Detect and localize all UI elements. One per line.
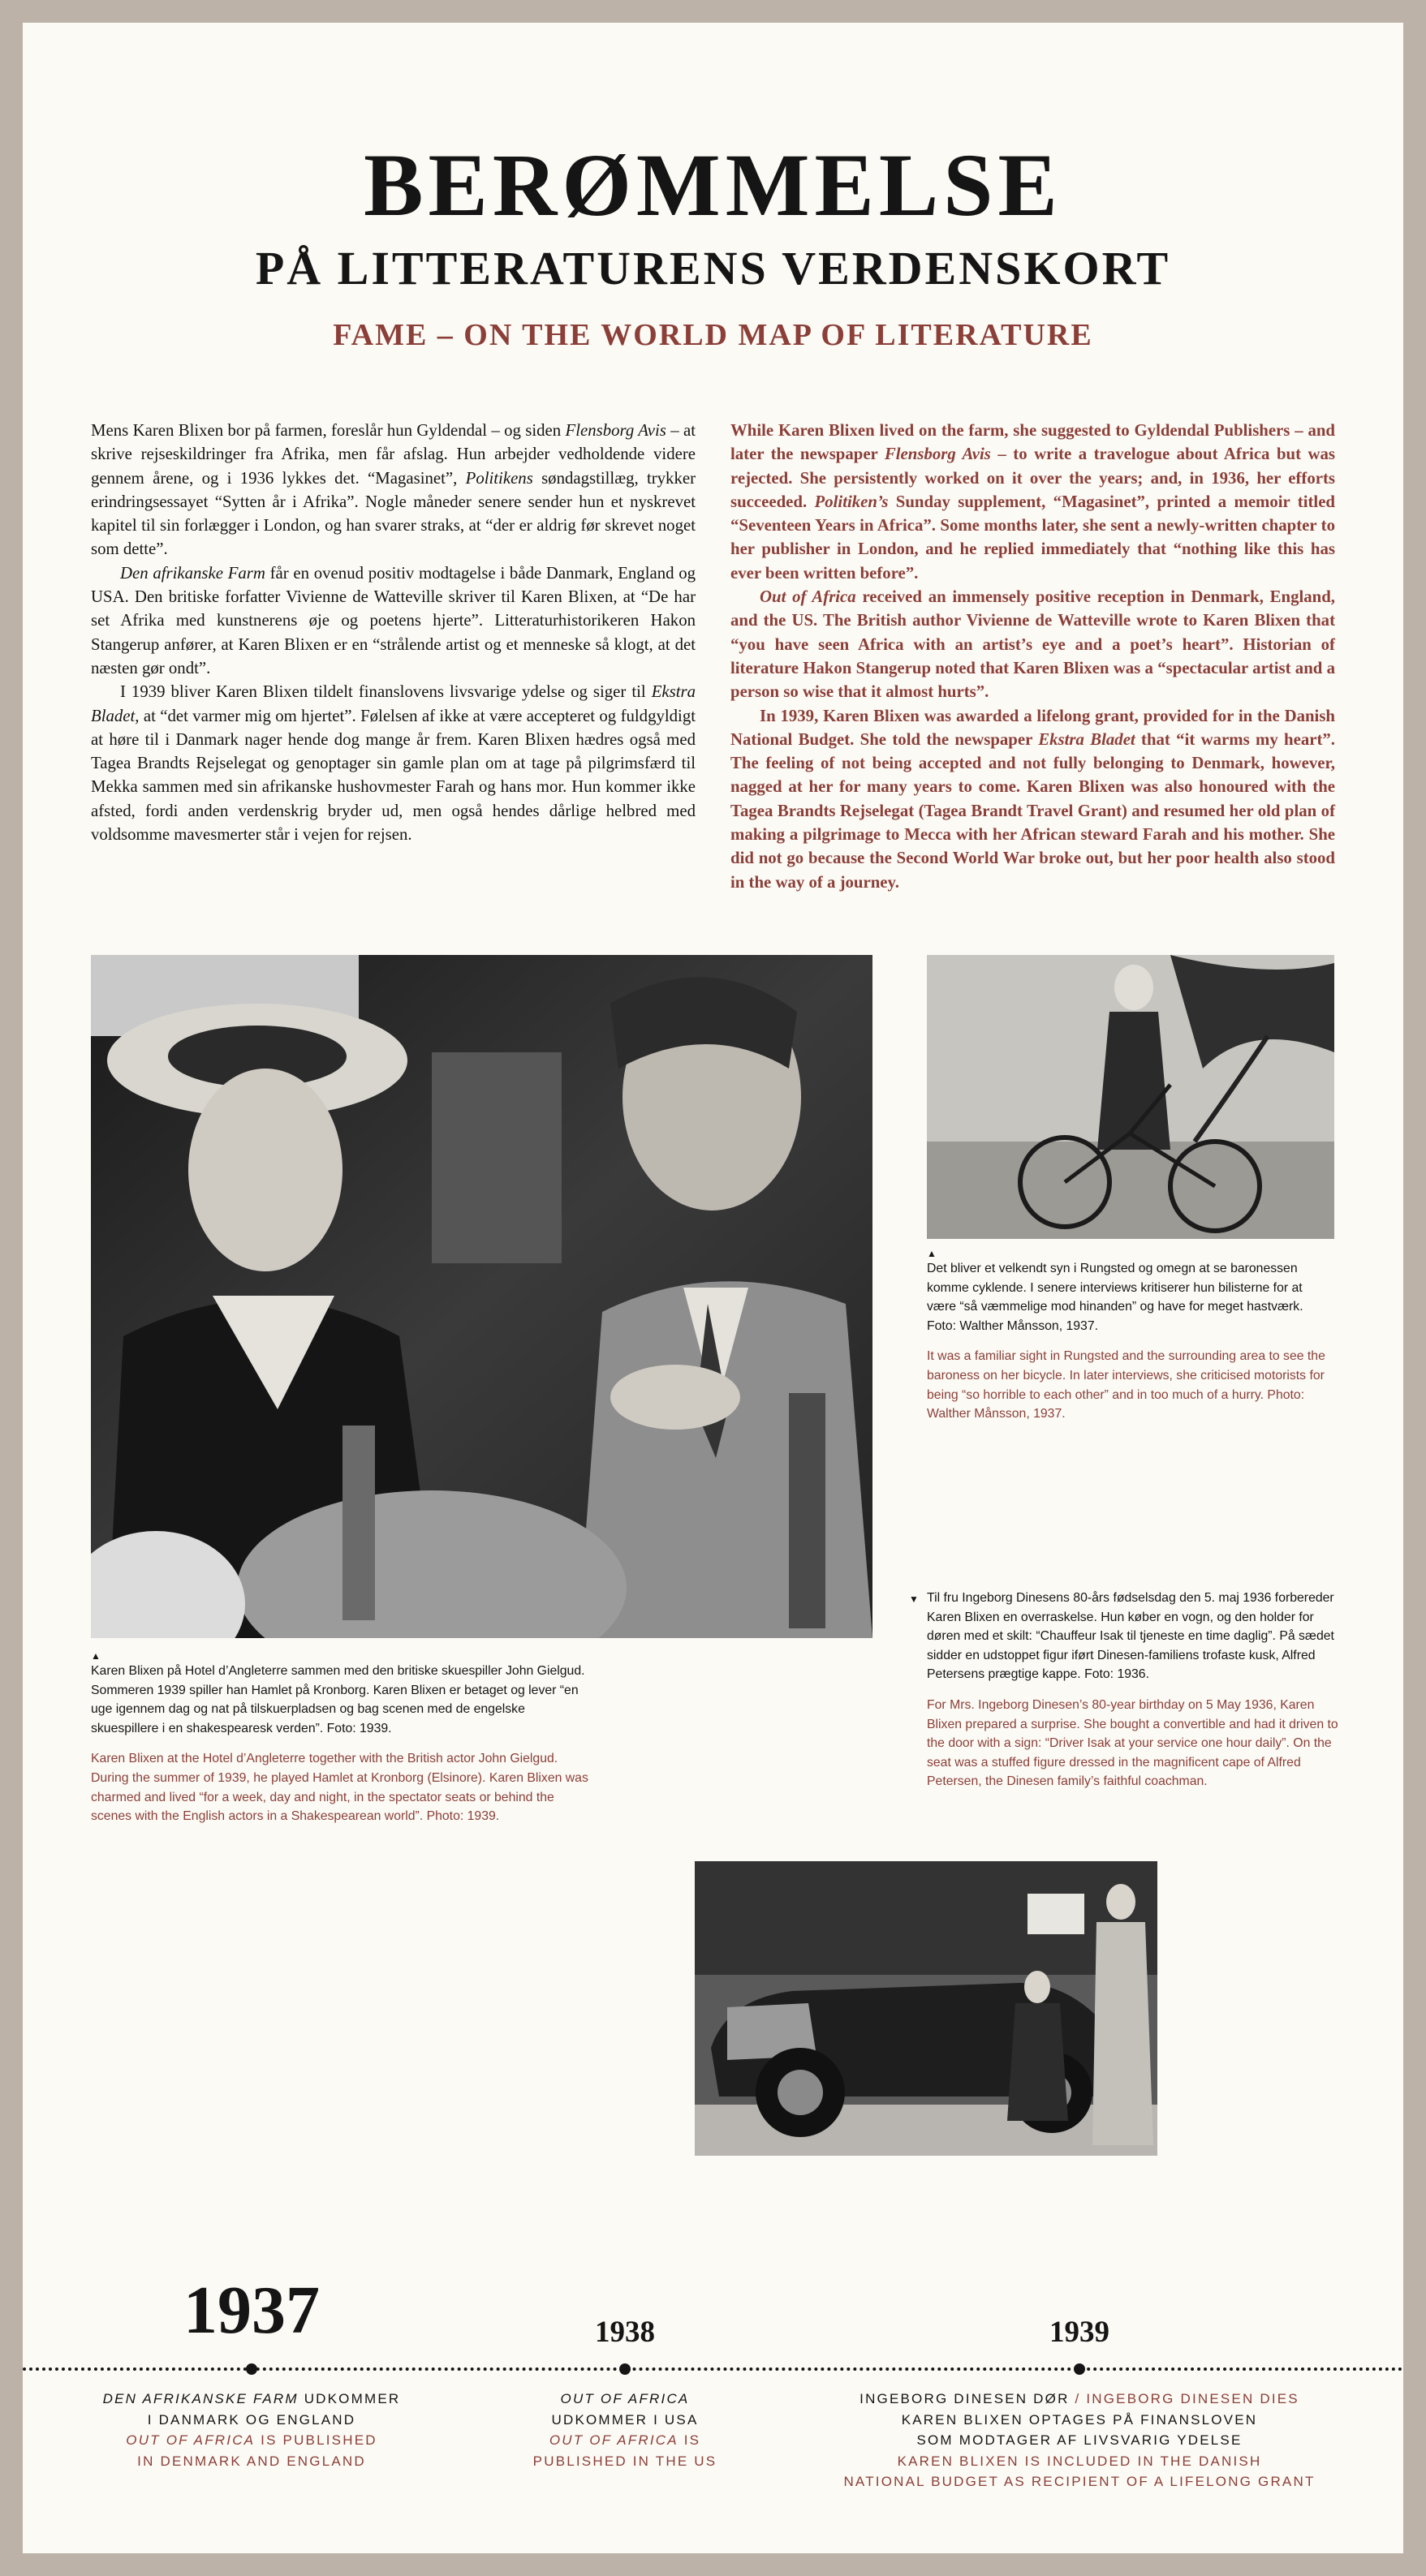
bicycle-photo-image <box>927 955 1334 1239</box>
danish-paragraph: I 1939 bliver Karen Blixen tildelt finanslovens livsvarige ydelse og siger til Ekstra Bladet, at “det varmer mig om hjertet”. Følelsen af ikke at være accepteret og fuldgyldigt at høre til i Danmark nager hende dog mange år frem. Karen Blixen hædres også med Tagea Brandts Rejselegat og genoptager sin gamle plan om at tage på pilgrimsfærd til Mekka sammen med sin afrikanske hushovmester Farah og hans mor. Hun kommer ikke afsted, fordi anden verdenskrig bryder ud, men også hendes dårlige helbred med voldsomme mavesmerter står i vejen for rejsen. <box>91 682 696 845</box>
english-title: FAME – ON THE WORLD MAP OF LITERATURE <box>333 318 1093 352</box>
danish-text-column <box>91 419 696 846</box>
timeline-dot-1939 <box>1074 2363 1085 2375</box>
timeline-event-1938: OUT OF AFRICA UDKOMMER I USA OUT OF AFRICA IS PUBLISHED IN THE US <box>532 2391 717 2469</box>
timeline-dot-1937 <box>246 2363 257 2375</box>
hotel-caption <box>91 1650 594 1826</box>
year-1938: 1938 <box>595 2316 655 2349</box>
hotel-caption-english: Karen Blixen at the Hotel d’Angleterre together with the British actor John Gielgud. During the summer of 1939, he played Hamlet at Kronborg (Elsinore). Karen Blixen was charmed and lived “for a week, day and night, in the spectator seats or behind the scenes with the English actors in a Shakespearean world”. Photo: 1939. <box>91 1752 588 1824</box>
bicycle-caption <box>927 1248 1333 1424</box>
up-triangle-icon: ▲ <box>927 1248 937 1259</box>
car-caption-danish: Til fru Ingeborg Dinesens 80-års fødselsdag den 5. maj 1936 forbereder Karen Blixen en overraskelse. Hun køber en vogn, og den holder for døren med et skilt: “Chauffeur Isak til tjeneste en time daglig”. På sædet sidder en udstoppet figur iført Dinesen-familiens trofaste kusk, Alfred Petersens prægtige kappe. Foto: 1936. <box>927 1591 1334 1682</box>
timeline-line <box>23 2367 1403 2371</box>
timeline-dot-1938 <box>619 2363 631 2375</box>
timeline-event-1937: DEN AFRIKANSKE FARM UDKOMMER I DANMARK OG ENGLAND OUT OF AFRICA IS PUBLISHED IN DENMARK AND ENGLAND <box>102 2391 401 2469</box>
page-subtitle: PÅ LITTERATURENS VERDENSKORT <box>255 242 1171 295</box>
hotel-photo <box>91 955 872 1638</box>
car-caption <box>909 1589 1339 1791</box>
bicycle-photo <box>927 955 1334 1239</box>
hotel-caption-danish: Karen Blixen på Hotel d’Angleterre sammen med den britiske skuespiller John Gielgud. Sommeren 1939 spiller han Hamlet på Kronborg. Karen Blixen er betaget og lever “en uge igennem dag og nat på tilskuerpladsen og bag scenen med de engelske skuespillere i en shakespearesk verden”. Foto: 1939. <box>91 1664 585 1735</box>
year-1939: 1939 <box>1049 2316 1109 2349</box>
car-photo <box>695 1861 1157 2156</box>
year-1937: 1937 <box>183 2273 320 2348</box>
down-triangle-icon: ▼ <box>909 1593 919 1605</box>
english-paragraph: While Karen Blixen lived on the farm, she suggested to Gyldendal Publishers – and later the newspaper Flensborg Avis – to write a travelogue about Africa but was rejected. She persistently worked on it over the years; and, in 1936, her efforts succeeded. Politiken’s Sunday supplement, “Magasinet”, printed a memoir titled “Seventeen Years in Africa”. Some months later, she sent a newly-written chapter to her publisher in London, and he replied immediately that “nothing like this has ever been written before”. <box>730 421 1335 583</box>
car-photo-image <box>695 1861 1157 2156</box>
english-text-column <box>730 419 1335 894</box>
timeline-event-1939: INGEBORG DINESEN DØR / INGEBORG DINESEN DIES KAREN BLIXEN OPTAGES PÅ FINANSLOVEN SOM MODTAGER AF LIVSVARIG YDELSE KAREN BLIXEN IS INCLUDED IN THE DANISH NATIONAL BUDGET AS RECIPIENT OF A LIFELONG GRANT <box>843 2391 1316 2489</box>
car-caption-english: For Mrs. Ingeborg Dinesen’s 80-year birthday on 5 May 1936, Karen Blixen prepared a surprise. She bought a convertible and had it driven to the door with a sign: “Driver Isak at your service one hour daily”. On the seat was a stuffed figure dressed in the magnificent cape of Alfred Petersen, the Dinesen family’s faithful coachman. <box>927 1697 1338 1789</box>
bicycle-caption-danish: Det bliver et velkendt syn i Rungsted og omegn at se baronessen komme cyklende. I senere interviews kritiserer hun bilisterne for at være “så væmmelige mod hinanden” og have for meget hastværk. Foto: Walther Månsson, 1937. <box>927 1262 1303 1333</box>
danish-paragraph: Den afrikanske Farm får en ovenud positiv modtagelse i både Danmark, England og USA. Den britiske forfatter Vivienne de Watteville skriver til Karen Blixen, at “De har set Afrika med kunstnerens øje og poetens hjerte”. Litteraturhistorikeren Hakon Stangerup anfører, at Karen Blixen er en “strålende artist og et menneske så klogt, at det næsten gør ondt”. <box>91 563 696 677</box>
bicycle-caption-english: It was a familiar sight in Rungsted and the surrounding area to see the baroness on her bicycle. In later interviews, she criticised motorists for being “so horrible to each other” and in too much of a hurry. Photo: Walther Månsson, 1937. <box>927 1349 1325 1421</box>
up-triangle-icon: ▲ <box>91 1650 101 1662</box>
hotel-photo-image <box>91 955 872 1638</box>
danish-paragraph: Mens Karen Blixen bor på farmen, foreslår hun Gyldendal – og siden Flensborg Avis – at skrive rejseskildringer fra Afrika, men får afslag. Hun arbejder vedholdende videre gennem årene, og i 1936 lykkes det. “Magasinet”, Politikens søndagstillæg, trykker erindringsessayet “Sytten år i Afrika”. Nogle måneder senere sender hun et nyskrevet kapitel til sin forlægger i London, og han svarer straks, at “der er aldrig før skrevet noget som dette”. <box>91 421 696 559</box>
page-title: BERØMMELSE <box>364 135 1062 234</box>
english-paragraph: In 1939, Karen Blixen was awarded a lifelong grant, provided for in the Danish National Budget. She told the newspaper Ekstra Bladet that “it warms my heart”. The feeling of not being accepted and not fully belonging to Denmark, however, nagged at her for many years to come. Karen Blixen was also honoured with the Tagea Brandts Rejselegat (Tagea Brandt Travel Grant) and resumed her old plan of making a pilgrimage to Mecca with her African steward Farah and his mother. She did not go because the Second World War broke out, but her poor health also stood in the way of a journey. <box>730 706 1335 892</box>
english-paragraph: Out of Africa received an immensely positive reception in Denmark, England, and the US. The British author Vivienne de Watteville wrote to Karen Blixen that “you have seen Africa with an artist’s eye and a poet’s heart”. Historian of literature Hakon Stangerup noted that Karen Blixen was a “spectacular artist and a person so wise that it almost hurts”. <box>730 587 1335 702</box>
